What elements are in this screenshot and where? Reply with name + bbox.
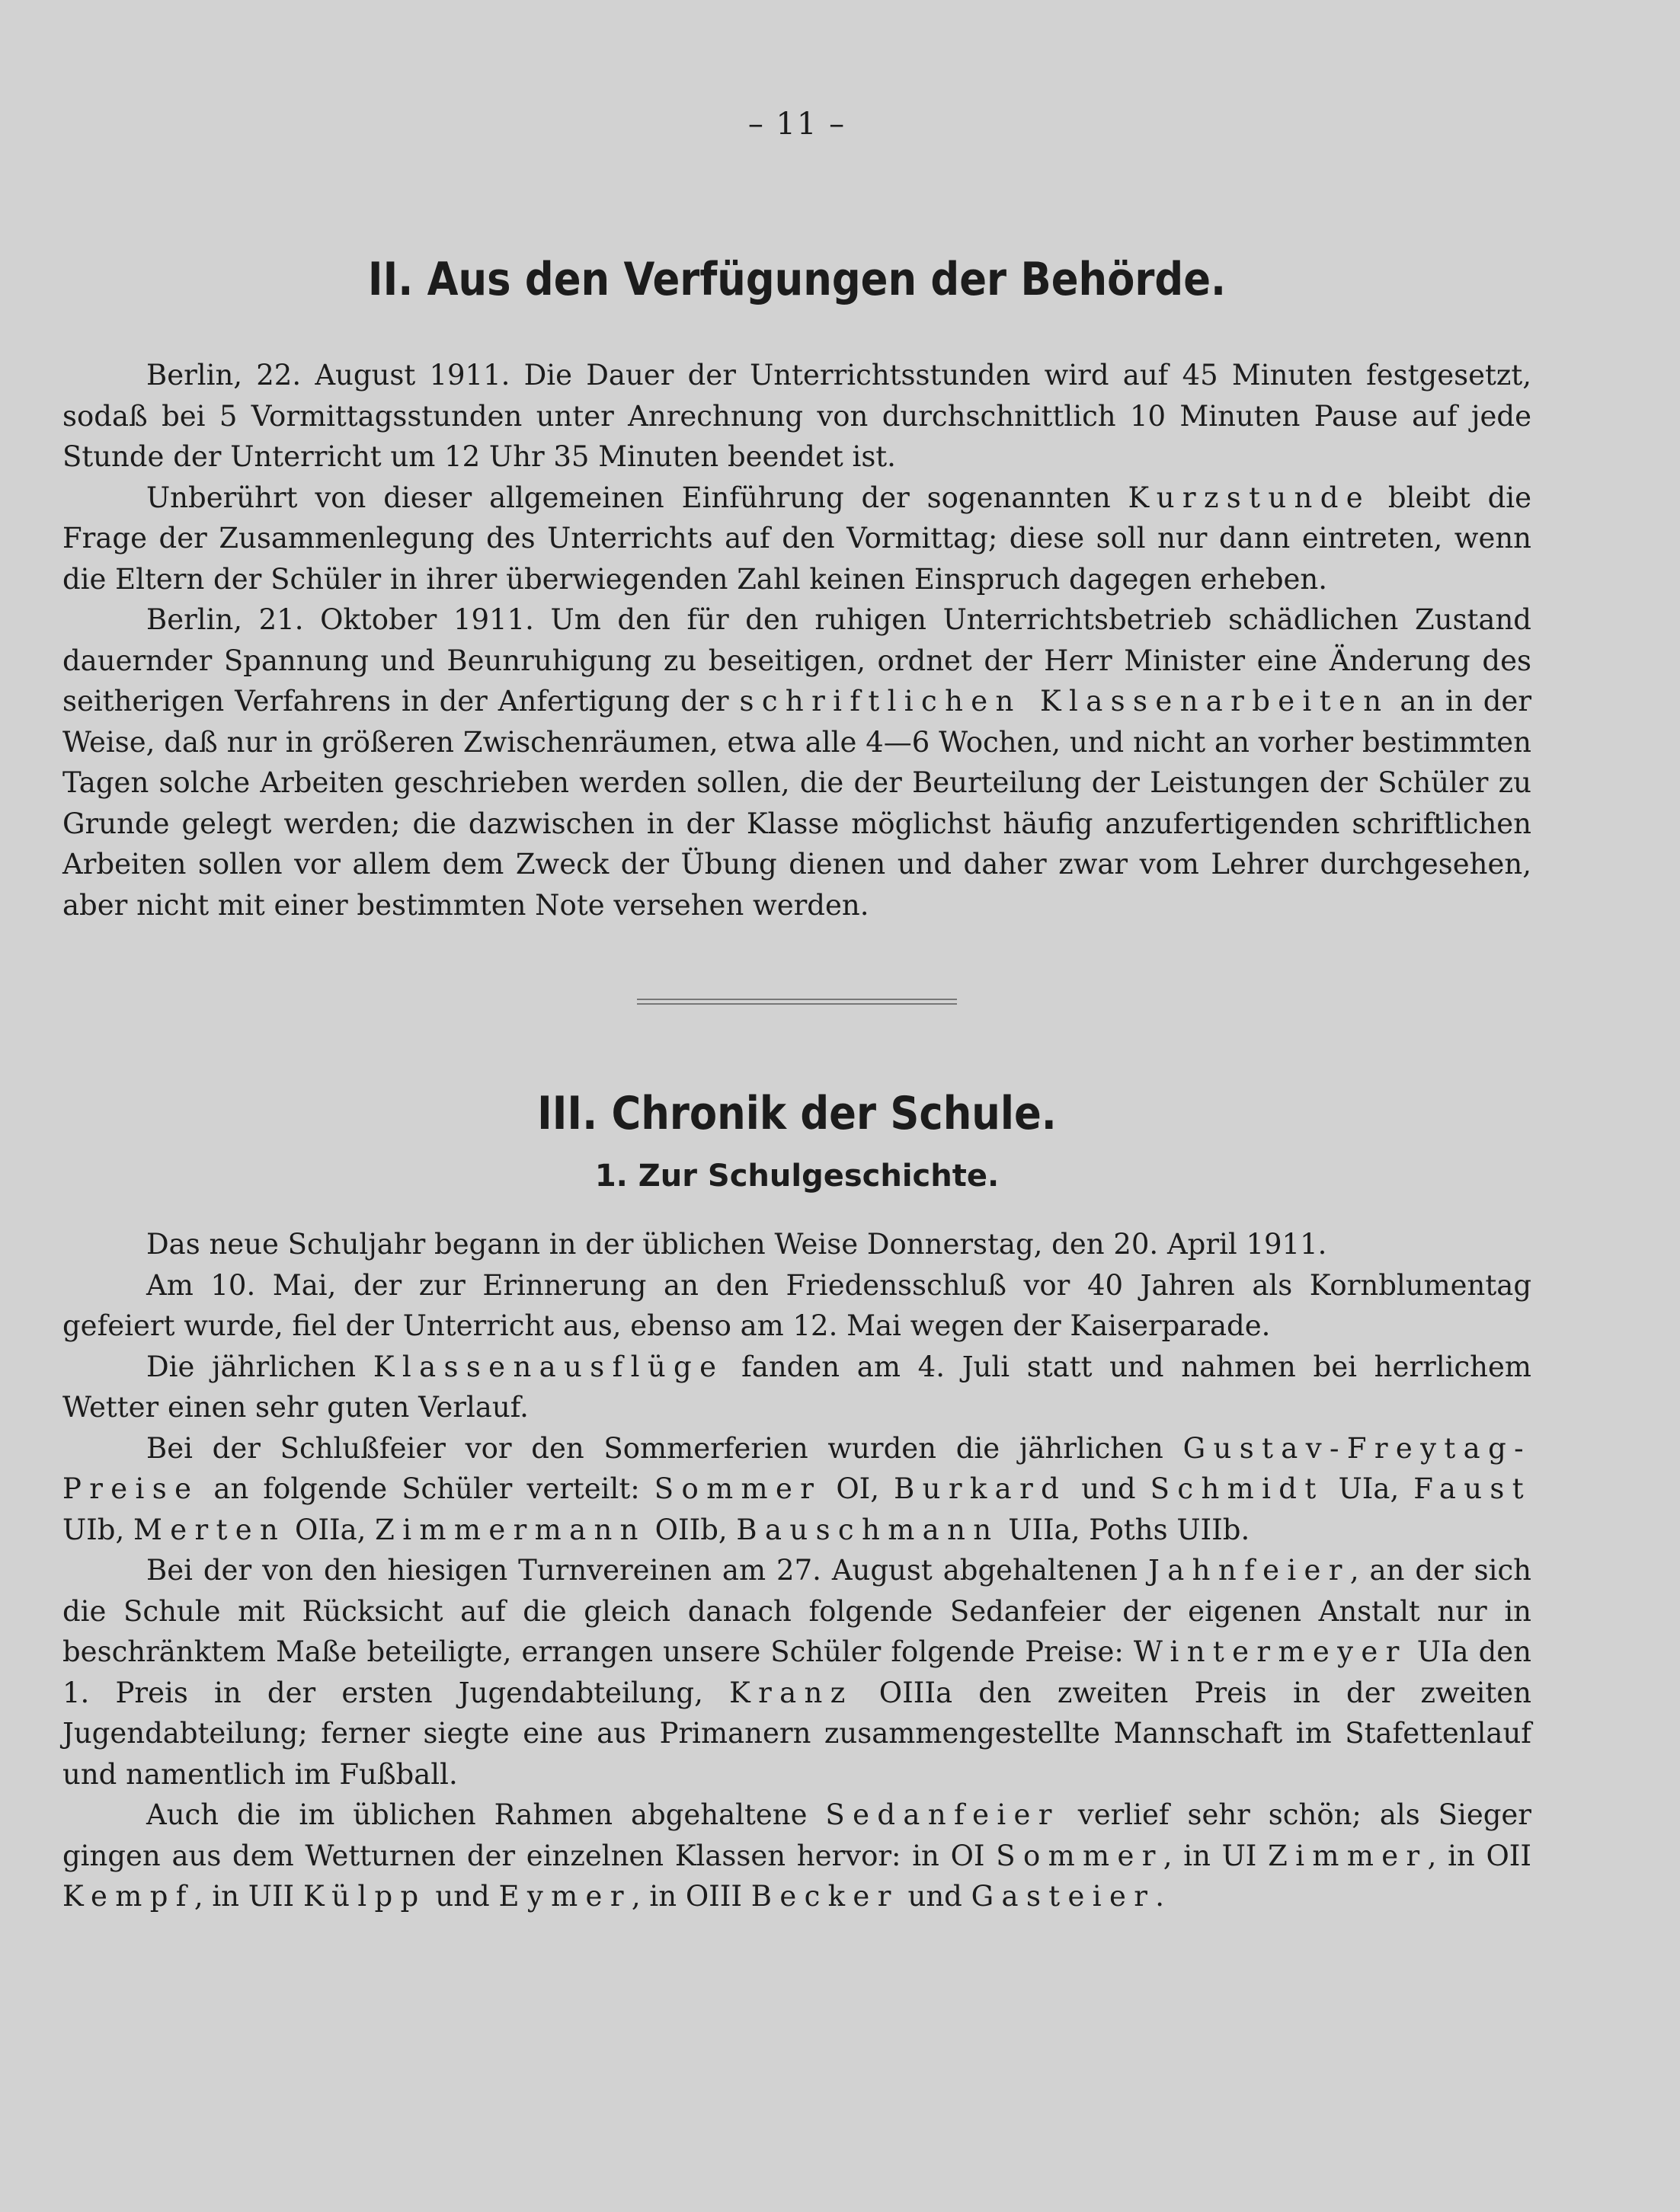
- student-name: Külpp: [302, 1880, 427, 1913]
- student-name: Sommer: [654, 1472, 822, 1505]
- paragraph-freytag-preise: Bei der Schlußfeier vor den Sommerferien wurden die jährlichen Gustav-Freytag-Preise an folgende Schüler verteilt: Sommer OI, Burkard und Schmidt UIa, Faust UIb, Merten OIIa, Zimmermann OIIb, Bauschmann UIIa, Poths UIIb.: [62, 1431, 1532, 1546]
- spaced-term: Gustav-Freytag-Preise: [62, 1431, 1531, 1505]
- student-name: Becker: [750, 1880, 899, 1913]
- spaced-term: Jahnfeier: [1148, 1554, 1350, 1587]
- paragraph-jahnfeier: Bei der von den hiesigen Turnvereinen am 27. August abgehaltenen Jahnfeier, an der sich die Schule mit Rücksicht auf die gleich danach folgende Sedanfeier der eigenen Anstalt nur in beschränktem Maße beteiligte, errangen unsere Schüler folgende Preise: Wintermeyer UIa den 1. Preis in der ersten Jugendabteilung, Kranz OIIIa den zweiten Preis in der zweiten Jugendabteilung; ferner siegte eine aus Primanern zusammengestellte Mannschaft im Stafettenlauf und namentlich im Fußball.: [62, 1554, 1531, 1791]
- paragraph-sedanfeier: Auch die im üblichen Rahmen abgehaltene Sedanfeier verlief sehr schön; als Sieger gingen aus dem Wetturnen der einzelnen Klassen hervor: in OI Sommer, in UI Zimmer, in OII Kempf, in UII Külpp und Eymer, in OIII Becker und Gasteier.: [62, 1798, 1532, 1913]
- student-name: Kranz: [729, 1676, 853, 1709]
- spaced-term: Klassenausflüge: [373, 1350, 725, 1383]
- paragraph-schuljahr: Das neue Schuljahr begann in der üblichen Weise Donnerstag, den 20. April 1911.: [146, 1228, 1327, 1261]
- student-name: Eymer: [498, 1880, 632, 1913]
- student-name: Burkard: [894, 1472, 1067, 1505]
- paragraph-decree-oktober: Berlin, 21. Oktober 1911. Um den für den ruhigen Unterrichtsbetrieb schädlichen Zustand dauernder Spannung und Beunruhigung zu beseitigen, ordnet der Herr Minister eine Änderung des seitherigen Verfahrens in der Anfertigung der schriftlichen Klassenarbeiten an in der Weise, daß nur in größeren Zwischenräumen, etwa alle 4—6 Wochen, und nicht an vorher bestimmten Tagen solche Arbeiten geschrieben werden sollen, die der Beurteilung der Leistungen der Schüler zu Grunde gelegt werden; die dazwischen in der Klasse möglichst häufig anzufertigenden schriftlichen Arbeiten sollen vor allem dem Zweck der Übung dienen und daher zwar vom Lehrer durchgesehen, aber nicht mit einer bestimmten Note versehen werden.: [62, 603, 1532, 922]
- section-iii-heading: III. Chronik der Schule.: [537, 1087, 1057, 1140]
- spaced-term: Sedanfeier: [825, 1798, 1060, 1831]
- spaced-term: schriftlichen Klassenarbeiten: [739, 685, 1390, 718]
- spaced-term: Kurzstunde: [1128, 481, 1371, 514]
- student-name: Wintermeyer: [1133, 1635, 1407, 1668]
- section-divider: [637, 999, 957, 1005]
- paragraph-kurzstunde: Unberührt von dieser allgemeinen Einführung der sogenannten Kurzstunde bleibt die Frage der Zusammenlegung des Unterrichts auf den Vormittag; diese soll nur dann eintreten, wenn die Eltern der Schüler in ihrer überwiegenden Zahl keinen Einspruch dagegen erheben.: [62, 481, 1532, 596]
- student-name: Zimmer: [1268, 1839, 1428, 1872]
- student-name: Merten: [133, 1513, 286, 1546]
- student-name: Gasteier: [971, 1880, 1156, 1913]
- student-name: Kempf: [62, 1880, 194, 1913]
- paragraph-klassenausfluege: Die jährlichen Klassenausflüge fanden am 4. Juli statt und nahmen bei herrlichem Wetter einen sehr guten Verlauf.: [62, 1350, 1531, 1424]
- student-name: Zimmermann: [375, 1513, 646, 1546]
- paragraph-decree-august: Berlin, 22. August 1911. Die Dauer der Unterrichtsstunden wird auf 45 Minuten festgesetzt, sodaß bei 5 Vormittagsstunden unter Anrechnung von durchschnittlich 10 Minuten Pause auf jede Stunde der Unterricht um 12 Uhr 35 Minuten beendet ist.: [62, 359, 1531, 473]
- page-number: – 11 –: [747, 107, 846, 142]
- paragraph-kornblumentag: Am 10. Mai, der zur Erinnerung an den Friedensschluß vor 40 Jahren als Kornblumentag gefeiert wurde, fiel der Unterricht aus, ebenso am 12. Mai wegen der Kaiserparade.: [62, 1268, 1531, 1342]
- student-name: Poths: [1089, 1513, 1168, 1546]
- subsection-heading: 1. Zur Schulgeschichte.: [594, 1159, 1000, 1194]
- section-ii-heading: II. Aus den Verfügungen der Behörde.: [367, 253, 1227, 306]
- student-name: Sommer: [996, 1839, 1163, 1872]
- student-name: Schmidt: [1150, 1472, 1324, 1505]
- student-name: Bauschmann: [736, 1513, 1000, 1546]
- student-name: Faust: [1413, 1472, 1532, 1505]
